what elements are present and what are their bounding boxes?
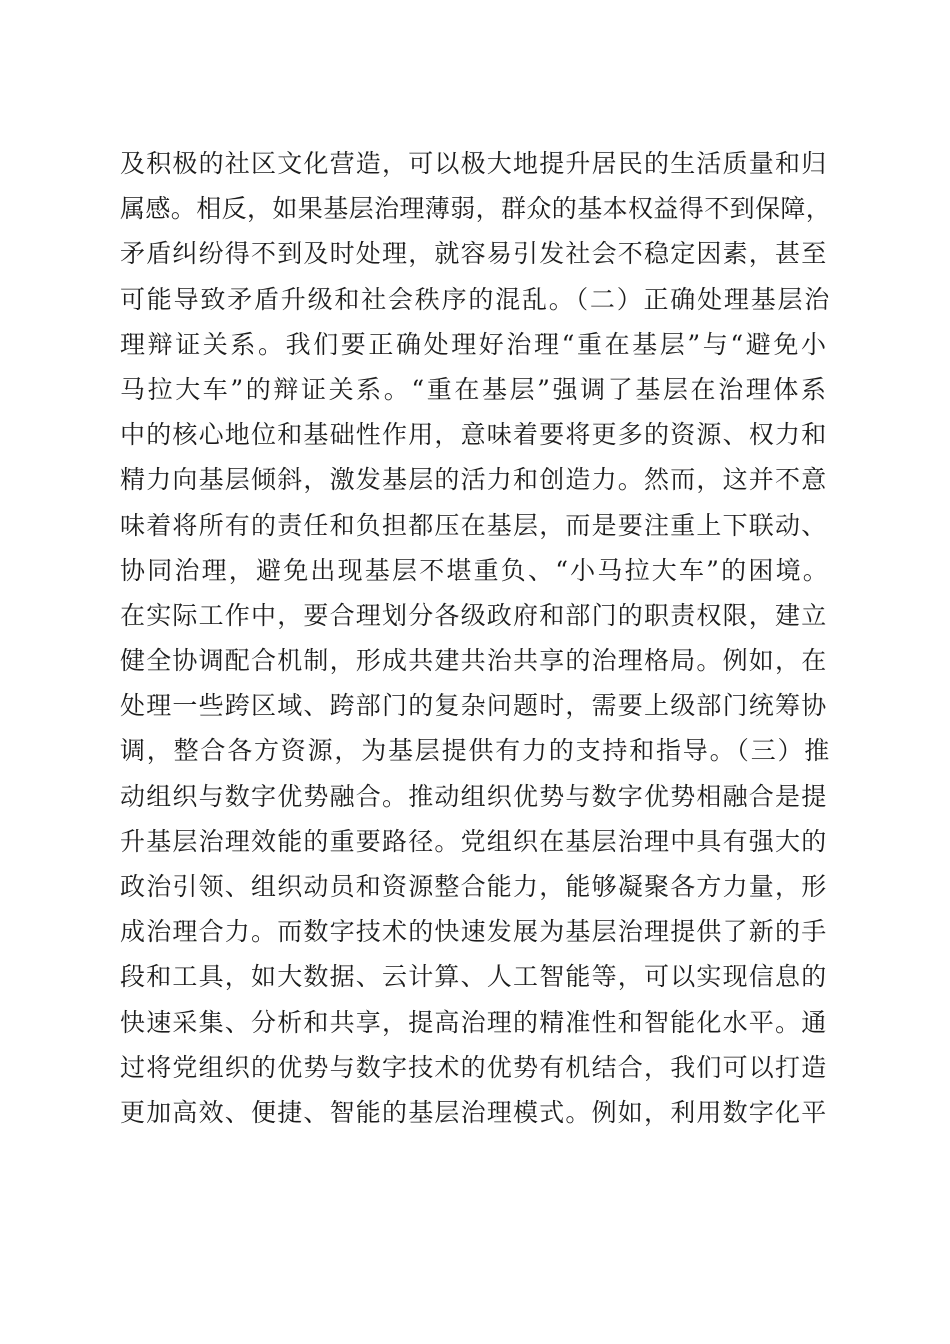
text-line: 健全协调配合机制，形成共建共治共享的治理格局。例如，在 [120,646,828,676]
text-line: 成治理合力。而数字技术的快速发展为基层治理提供了新的手 [120,917,828,947]
body-paragraph [120,141,830,1135]
text-line: 快速采集、分析和共享，提高治理的精准性和智能化水平。通 [120,1007,828,1037]
text-line: 段和工具，如大数据、云计算、人工智能等，可以实现信息的 [120,962,828,992]
text-line: 政治引领、组织动员和资源整合能力，能够凝聚各方力量，形 [120,872,828,901]
text-line: 属感。相反，如果基层治理薄弱，群众的基本权益得不到保障， [120,194,832,224]
text-line: 更加高效、便捷、智能的基层治理模式。例如，利用数字化平 [120,1097,828,1127]
text-line: 在实际工作中，要合理划分各级政府和部门的职责权限，建立 [120,600,828,630]
text-line: 处理一些跨区域、跨部门的复杂问题时，需要上级部门统筹协 [120,691,828,721]
text-line: 调，整合各方资源，为基层提供有力的支持和指导。（三）推 [120,736,832,766]
text-line: 矛盾纠纷得不到及时处理，就容易引发社会不稳定因素，甚至 [120,239,828,269]
text-line: 协同治理，避免出现基层不堪重负、“小马拉大车”的困境。 [120,555,830,585]
text-line: 升基层治理效能的重要路径。党组织在基层治理中具有强大的 [120,826,828,856]
text-line: 味着将所有的责任和负担都压在基层，而是要注重上下联动、 [120,510,828,540]
text-line: 动组织与数字优势融合。推动组织优势与数字优势相融合是提 [120,781,828,811]
text-line: 马拉大车”的辩证关系。“重在基层”强调了基层在治理体系 [120,374,829,404]
text-line: 中的核心地位和基础性作用，意味着要将更多的资源、权力和 [120,420,828,450]
text-line: 及积极的社区文化营造，可以极大地提升居民的生活质量和归 [120,149,828,178]
text-line: 可能导致矛盾升级和社会秩序的混乱。（二）正确处理基层治 [120,284,832,314]
text-line: 理辩证关系。我们要正确处理好治理“重在基层”与“避免小 [120,329,829,359]
text-line: 过将党组织的优势与数字技术的优势有机结合，我们可以打造 [120,1052,828,1082]
text-line: 精力向基层倾斜，激发基层的活力和创造力。然而，这并不意 [120,465,828,495]
